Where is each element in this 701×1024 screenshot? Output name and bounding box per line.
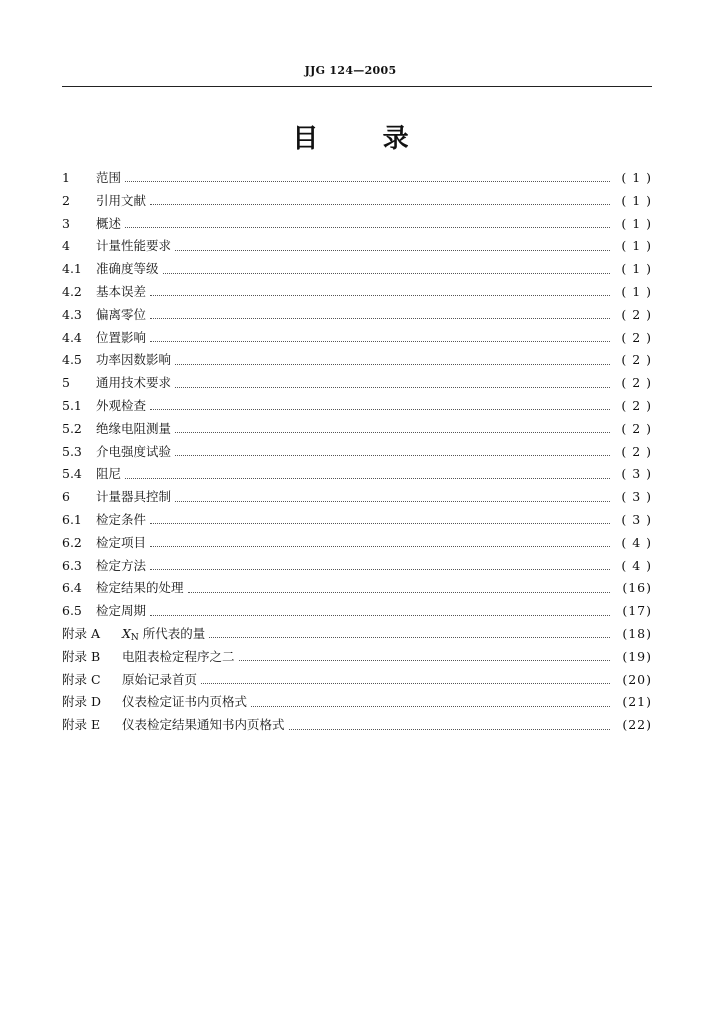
title-char-right: 录	[382, 124, 409, 154]
toc-entry[interactable]	[62, 714, 652, 737]
toc-number: 6.2	[62, 534, 82, 550]
toc-entry[interactable]	[62, 646, 652, 669]
toc-title: 通用技术要求	[96, 375, 172, 391]
toc-number: 附录 A	[62, 625, 101, 641]
toc-entry[interactable]	[62, 235, 652, 258]
title-char-left: 目	[292, 124, 319, 154]
toc-number: 4.5	[62, 352, 82, 368]
header-rule	[62, 86, 652, 87]
leader-dots	[163, 272, 610, 274]
toc-page: ( 3 )	[621, 489, 652, 505]
toc-page: ( 2 )	[621, 397, 652, 413]
toc-number: 2	[62, 192, 70, 208]
leader-dots	[125, 226, 610, 228]
toc-title: 基本误差	[96, 283, 147, 299]
page-title	[0, 118, 701, 155]
toc-number: 4.4	[62, 329, 82, 345]
toc-number: 6.4	[62, 580, 82, 596]
toc-title: 外观检查	[96, 397, 147, 413]
toc-entry[interactable]	[62, 600, 652, 623]
toc-page: (17)	[622, 603, 652, 619]
toc-page: ( 2 )	[621, 329, 652, 345]
toc-number: 4.3	[62, 306, 82, 322]
toc-title: 介电强度试验	[96, 443, 172, 459]
toc-number: 3	[62, 215, 70, 231]
toc-number: 附录 C	[62, 671, 101, 687]
leader-dots	[150, 408, 610, 410]
toc-title: 检定方法	[96, 557, 147, 573]
toc-page: ( 1 )	[621, 215, 652, 231]
toc-entry[interactable]	[62, 691, 652, 714]
toc-number: 5.2	[62, 420, 82, 436]
toc-title: 绝缘电阻测量	[96, 420, 172, 436]
toc-title: 检定周期	[96, 603, 147, 619]
toc-page: (21)	[622, 694, 652, 710]
toc-entry[interactable]	[62, 213, 652, 236]
toc-page: (22)	[622, 717, 652, 733]
leader-dots	[125, 477, 610, 479]
toc-entry[interactable]	[62, 349, 652, 372]
leader-dots	[150, 317, 610, 319]
toc-title: 引用文献	[96, 192, 147, 208]
toc-title: 准确度等级	[96, 261, 159, 277]
toc-page: ( 4 )	[621, 557, 652, 573]
toc-number: 5.3	[62, 443, 82, 459]
toc-title: 功率因数影响	[96, 352, 172, 368]
leader-dots	[150, 545, 610, 547]
toc-number: 附录 B	[62, 648, 101, 664]
toc-title: 计量器具控制	[96, 489, 172, 505]
toc-number: 5	[62, 375, 70, 391]
toc-page: ( 4 )	[621, 534, 652, 550]
variable-x: X	[122, 625, 131, 641]
toc-number: 5.4	[62, 466, 82, 482]
toc-title: 检定结果的处理	[96, 580, 184, 596]
toc-entry[interactable]	[62, 281, 652, 304]
toc-entry[interactable]	[62, 669, 652, 692]
toc-entry[interactable]	[62, 418, 652, 441]
toc-page: ( 1 )	[621, 283, 652, 299]
leader-dots	[175, 363, 610, 365]
toc-entry[interactable]	[62, 441, 652, 464]
toc-number: 4.2	[62, 283, 82, 299]
leader-dots	[209, 636, 610, 638]
toc-number: 4	[62, 238, 70, 254]
toc-entry[interactable]	[62, 258, 652, 281]
leader-dots	[150, 614, 610, 616]
toc-title: 偏离零位	[96, 306, 147, 322]
leader-dots	[150, 203, 610, 205]
toc-entry[interactable]	[62, 190, 652, 213]
toc-page: ( 1 )	[621, 238, 652, 254]
toc-entry[interactable]	[62, 395, 652, 418]
toc-page: ( 1 )	[621, 170, 652, 185]
toc-title: 检定条件	[96, 511, 147, 527]
toc-page: ( 1 )	[621, 192, 652, 208]
table-of-contents	[62, 167, 652, 737]
toc-page: (16)	[622, 580, 652, 596]
leader-dots	[188, 591, 610, 593]
toc-entry[interactable]	[62, 623, 652, 646]
toc-number: 6.1	[62, 511, 82, 527]
toc-number: 6.5	[62, 603, 82, 619]
leader-dots	[150, 294, 610, 296]
toc-title: 仪表检定结果通知书内页格式	[122, 717, 285, 733]
toc-entry[interactable]	[62, 372, 652, 395]
toc-page: (18)	[622, 625, 652, 641]
toc-title: 仪表检定证书内页格式	[122, 694, 248, 710]
toc-number: 附录 E	[62, 717, 101, 733]
toc-number: 5.1	[62, 397, 82, 413]
leader-dots	[239, 659, 610, 661]
toc-entry[interactable]	[62, 486, 652, 509]
leader-dots	[150, 568, 610, 570]
toc-number: 4.1	[62, 261, 82, 277]
toc-page: ( 2 )	[621, 375, 652, 391]
toc-entry[interactable]	[62, 463, 652, 486]
leader-dots	[201, 682, 610, 684]
leader-dots	[251, 705, 610, 707]
leader-dots	[150, 340, 610, 342]
leader-dots	[175, 454, 610, 456]
toc-entry[interactable]	[62, 327, 652, 350]
toc-title-text: 所代表的量	[142, 625, 206, 641]
toc-page: ( 2 )	[621, 352, 652, 368]
leader-dots	[150, 522, 610, 524]
toc-title: 计量性能要求	[96, 238, 172, 254]
toc-page: ( 1 )	[621, 261, 652, 277]
toc-title: 检定项目	[96, 534, 147, 550]
toc-page: ( 3 )	[621, 466, 652, 482]
toc-title: 位置影响	[96, 329, 147, 345]
leader-dots	[125, 180, 610, 182]
toc-entry[interactable]	[62, 555, 652, 578]
toc-entry[interactable]	[62, 304, 652, 327]
toc-number: 1	[62, 170, 70, 185]
toc-entry[interactable]	[62, 509, 652, 532]
toc-page: (19)	[622, 648, 652, 664]
toc-title: 阻尼	[96, 466, 122, 482]
toc-title: 原始记录首页	[122, 671, 198, 687]
document-code-header: JJG 124—2005	[304, 64, 397, 77]
leader-dots	[175, 431, 610, 433]
toc-title: 电阻表检定程序之二	[122, 648, 235, 664]
variable-subscript: N	[130, 632, 139, 643]
toc-page: ( 2 )	[621, 420, 652, 436]
toc-title: 概述	[96, 215, 122, 231]
toc-entry[interactable]	[62, 532, 652, 555]
toc-page: ( 2 )	[621, 443, 652, 459]
leader-dots	[175, 500, 610, 502]
toc-number: 6	[62, 489, 70, 505]
leader-dots	[175, 249, 610, 251]
toc-number: 附录 D	[62, 694, 101, 710]
leader-dots	[175, 386, 610, 388]
toc-number: 6.3	[62, 557, 82, 573]
toc-entry[interactable]	[62, 577, 652, 600]
leader-dots	[289, 728, 610, 730]
toc-entry[interactable]	[62, 167, 652, 190]
toc-title: 范围	[96, 170, 122, 185]
toc-page: ( 3 )	[621, 511, 652, 527]
toc-page: (20)	[622, 671, 652, 687]
toc-page: ( 2 )	[621, 306, 652, 322]
